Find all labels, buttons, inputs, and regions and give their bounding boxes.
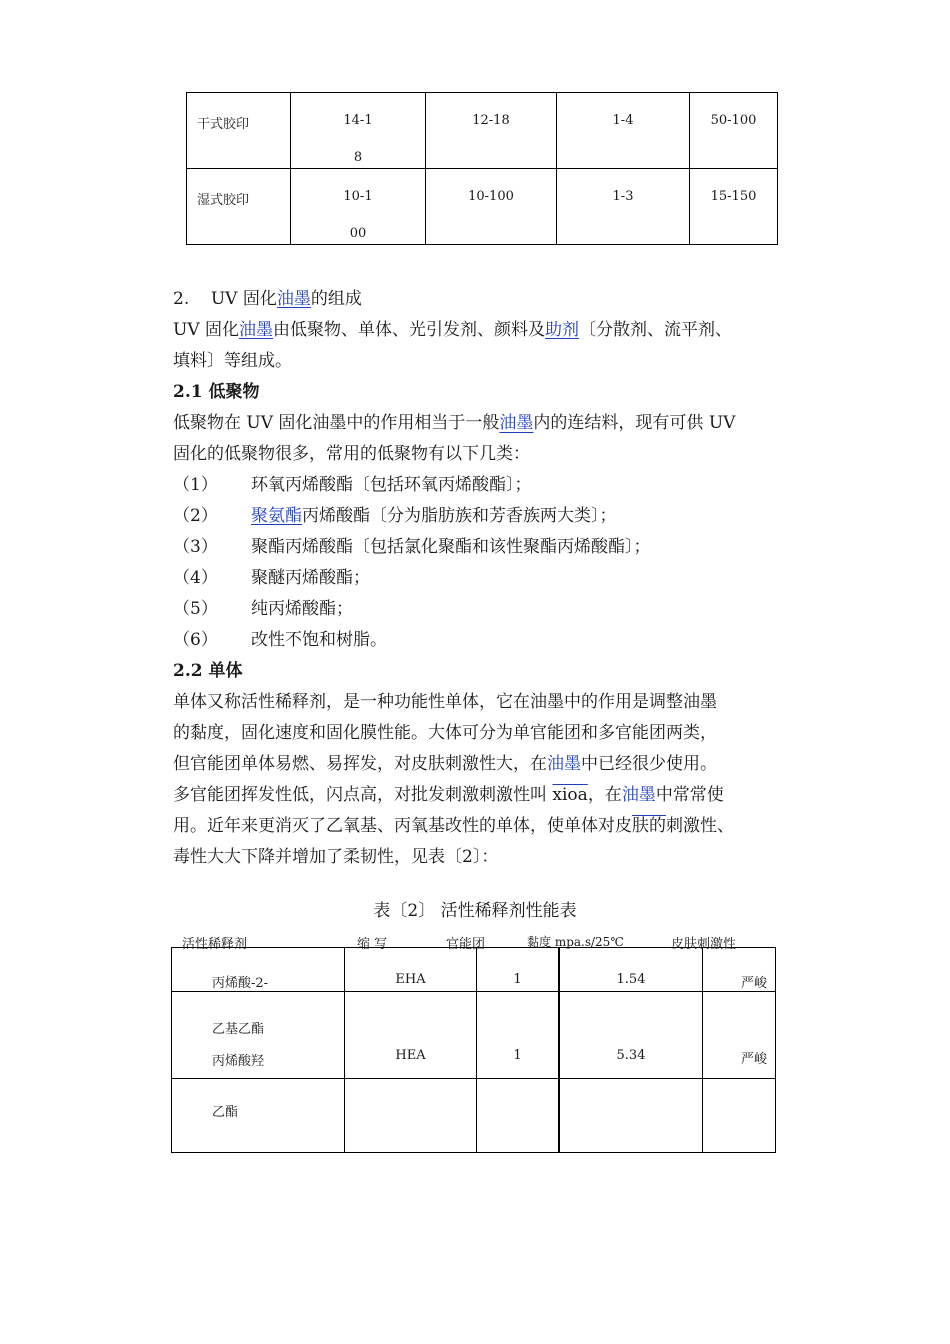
list-number: （5）	[173, 599, 218, 619]
table-cell	[690, 93, 778, 169]
paragraph-line: 单体又称活性稀释剂，是一种功能性单体，它在油墨中的作用是调整油墨	[173, 692, 717, 712]
text-run: 中已经很少使用。	[581, 754, 717, 774]
list-text: 纯丙烯酸酯；	[251, 599, 353, 619]
table-row	[172, 948, 776, 992]
table-cell	[172, 992, 345, 1079]
cell-text: 8	[353, 150, 363, 165]
table-cell	[426, 169, 557, 245]
table-cell	[345, 1079, 477, 1153]
table-cell	[703, 1079, 776, 1153]
text-run: 多官能团挥发性低，闪点高，对批发刺激刺激性叫	[173, 785, 553, 805]
table-cell	[557, 169, 690, 245]
heading-number: 2.	[173, 289, 190, 309]
column-header: 官能团	[446, 937, 486, 952]
table-cell: 湿式胶印	[187, 169, 291, 245]
table-cell: EHA	[345, 948, 477, 992]
table-caption: 表〔2〕 活性稀释剂性能表	[373, 901, 577, 921]
ink-link[interactable]: 油墨	[621, 785, 656, 805]
text-run: 刺激性、	[666, 816, 734, 836]
list-number: （2）	[173, 506, 218, 526]
cell-text: 15-150	[710, 189, 757, 204]
list-text: 丙烯酸酯〔分为脂肪族和芳香族两大类〕；	[302, 506, 617, 526]
cell-text: 12-18	[472, 113, 510, 128]
cell-text: 乙基乙酯	[212, 1022, 265, 1037]
section-heading-2	[173, 284, 793, 315]
text-run: 用。近年来更消灭了乙氧基、丙氧基改性的单体，使单体对皮	[173, 816, 632, 836]
list-number: （6）	[173, 630, 218, 650]
text-run: 低聚物在 UV 固化油墨中的作用相当于一般	[173, 413, 500, 433]
list-text: 改性不饱和树脂。	[251, 630, 387, 650]
list-item	[173, 470, 793, 501]
cell-text: 14-1	[343, 113, 373, 128]
table-cell: 严峻	[703, 948, 776, 992]
table-cell	[291, 169, 426, 245]
cell-text: 丙烯酸羟	[212, 1054, 265, 1069]
text-run: 但官能团单体易燃、易挥发，对皮肤刺激性大，在	[173, 754, 547, 774]
cell-text: 00	[349, 226, 367, 241]
table-cell	[291, 93, 426, 169]
column-header: 活性稀释剂	[182, 937, 248, 952]
cell-text: 1-3	[612, 189, 634, 204]
table-row	[187, 93, 778, 169]
ink-link[interactable]: 油墨	[276, 289, 311, 309]
table-cell: 严峻	[703, 992, 776, 1079]
table-cell: 5.34	[559, 992, 703, 1079]
list-text: 聚醚丙烯酸酯；	[251, 568, 370, 588]
list-item	[173, 594, 793, 625]
list-number: （4）	[173, 568, 218, 588]
paragraph-line: 的黏度，固化速度和固化膜性能。大体可分为单官能团和多官能团两类，	[173, 723, 717, 743]
body-text	[173, 284, 793, 873]
table-cell	[426, 93, 557, 169]
table-cell: 丙烯酸-2-	[172, 948, 345, 992]
table-cell	[559, 1079, 703, 1153]
list-number: （1）	[173, 475, 218, 495]
heading-text: UV 固化	[210, 289, 277, 309]
table-cell	[690, 169, 778, 245]
heading-text: 的组成	[310, 289, 362, 309]
table-cell: 乙酯	[172, 1079, 345, 1153]
text-run: ，在	[587, 785, 622, 805]
column-header: 缩 写	[357, 937, 388, 952]
paragraph-line	[173, 749, 793, 780]
text-run: 内的连结料，现有可供 UV	[533, 413, 736, 433]
list-number: （3）	[173, 537, 218, 557]
list-item	[173, 532, 793, 563]
additive-link[interactable]: 助剂	[545, 320, 580, 340]
list-item	[173, 563, 793, 594]
text-run: 由低聚物、单体、光引发剂、颜料及	[273, 320, 546, 340]
table-cell: 1	[477, 948, 560, 992]
paragraph-line	[173, 780, 793, 811]
paragraph-line	[173, 811, 793, 842]
cell-text: 50-100	[710, 113, 757, 128]
text-run: 中常常使	[655, 785, 724, 805]
paragraph-line	[173, 408, 793, 439]
table-cell	[477, 1079, 560, 1153]
list-text: 聚酯丙烯酸酯〔包括氯化聚酯和该性聚酯丙烯酸酯〕；	[251, 537, 651, 557]
ink-link[interactable]: 油墨	[499, 413, 534, 433]
text-run: xioa	[552, 785, 588, 805]
table-row	[172, 992, 776, 1079]
polyurethane-link[interactable]: 聚氨酯	[251, 506, 302, 526]
table-row	[187, 169, 778, 245]
paragraph-line	[173, 315, 793, 346]
text-run: 肤的	[632, 816, 666, 836]
section-heading-2-1: 2.1 低聚物	[173, 382, 260, 402]
table-cell: HEA	[345, 992, 477, 1079]
cell-text: 1-4	[612, 113, 634, 128]
table-row	[172, 1079, 776, 1153]
paragraph-line: 填料〕等组成。	[173, 351, 292, 371]
column-header: 黏度 mpa.s/25℃	[527, 935, 624, 949]
column-header: 皮肤刺激性	[671, 937, 737, 952]
list-text: 环氧丙烯酸酯〔包括环氧丙烯酸酯〕；	[251, 475, 532, 495]
paragraph-line: 毒性大大下降并增加了柔韧性，见表〔2〕：	[173, 847, 499, 867]
cell-text: 10-1	[343, 189, 373, 204]
ink-link[interactable]: 油墨	[239, 320, 274, 340]
table-cell: 1	[477, 992, 560, 1079]
paragraph-line: 固化的低聚物很多，常用的低聚物有以下几类：	[173, 444, 530, 464]
section-heading-2-2: 2.2 单体	[173, 661, 243, 681]
text-run: UV 固化	[173, 320, 240, 340]
cell-text: 10-100	[468, 189, 514, 204]
table-cell	[557, 93, 690, 169]
ink-parameters-table	[186, 92, 778, 245]
list-item	[173, 625, 793, 656]
list-item	[173, 501, 793, 532]
ink-link[interactable]: 油墨	[547, 754, 581, 774]
diluent-properties-table	[171, 947, 776, 1153]
table-cell: 干式胶印	[187, 93, 291, 169]
text-run: 〔分散剂、流平剂、	[579, 320, 733, 340]
table-cell: 1.54	[559, 948, 703, 992]
